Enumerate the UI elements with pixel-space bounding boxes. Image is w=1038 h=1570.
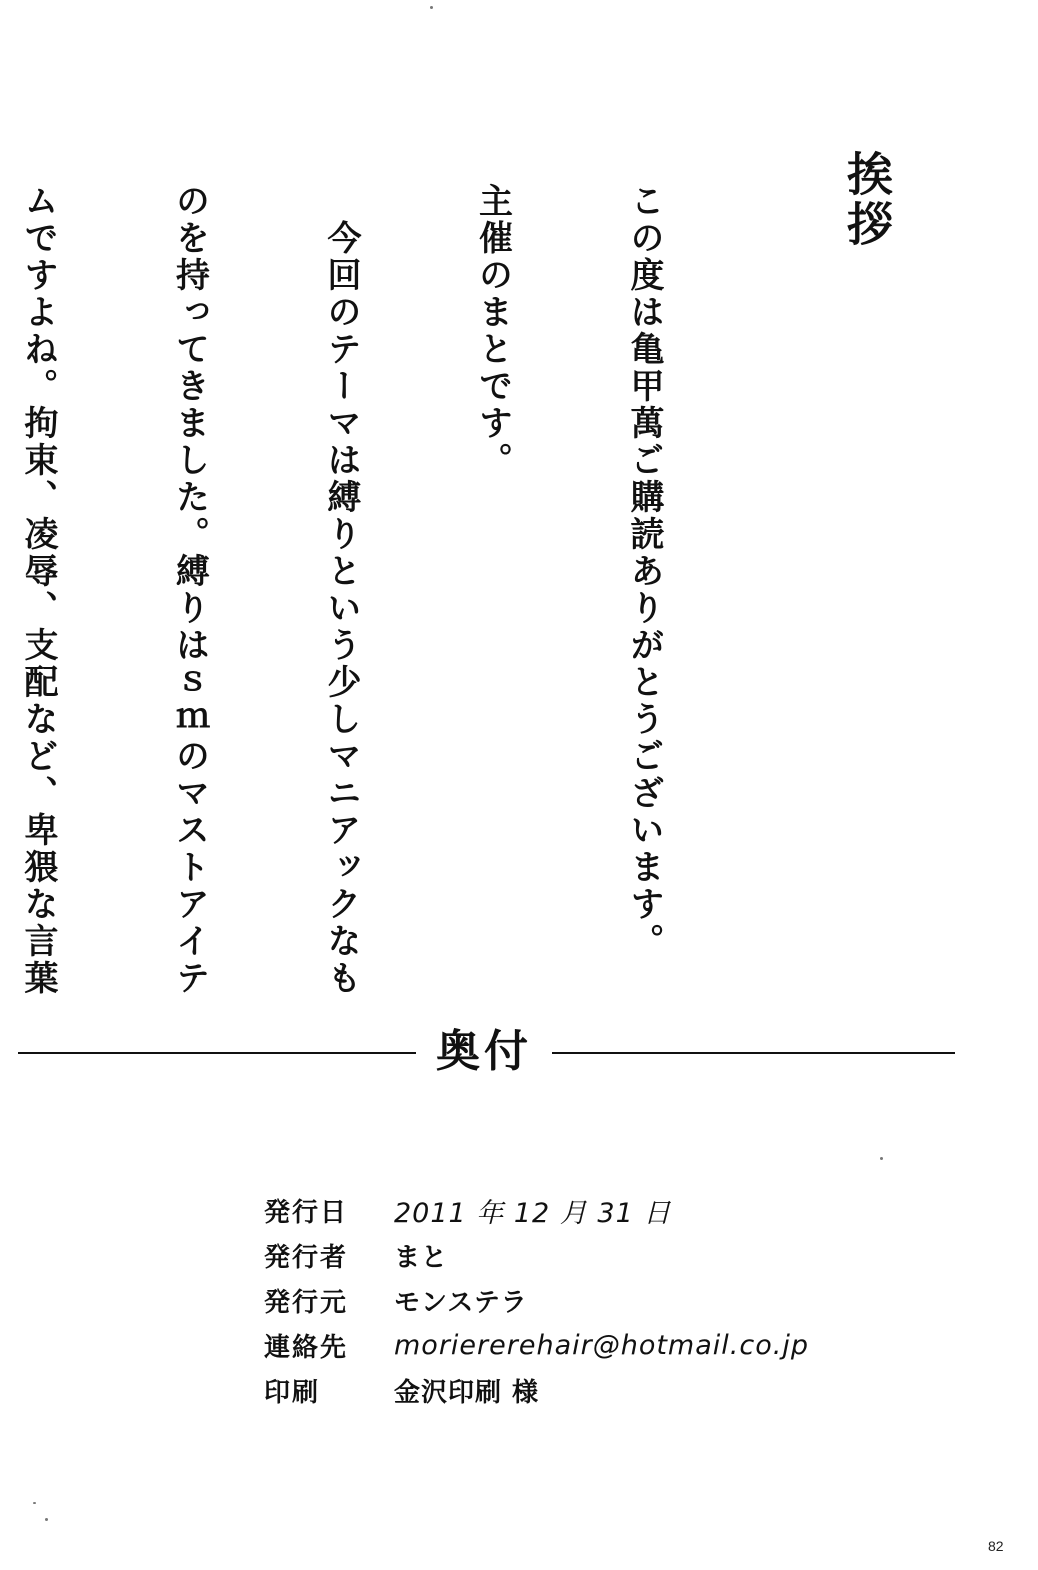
colophon-row-publishing-circle	[264, 1278, 824, 1323]
scan-speck	[430, 6, 433, 9]
colophon-divider-left	[18, 1052, 416, 1054]
greeting-line: ムですよね。拘束、凌辱、支配など、卑猥な言葉	[18, 183, 58, 997]
colophon-row-publish-date	[264, 1188, 824, 1233]
page-number: 82	[988, 1538, 1004, 1554]
colophon-label: 発行日	[264, 1198, 349, 1228]
publish-date-value: 2011 年 12 月 31 日	[394, 1198, 672, 1229]
colophon-label: 連絡先	[264, 1333, 349, 1363]
colophon-table	[264, 1188, 824, 1413]
scan-speck	[45, 1518, 48, 1521]
colophon-label: 発行者	[264, 1243, 349, 1273]
greeting-line: のを持ってきました。縛りはｓｍのマストアイテ	[169, 183, 210, 997]
printer-value: 金沢印刷 様	[394, 1378, 540, 1408]
publishing-circle-value: モンステラ	[394, 1288, 528, 1318]
colophon-divider-right	[552, 1052, 955, 1054]
scan-speck	[33, 1502, 36, 1504]
colophon-label: 発行元	[264, 1288, 349, 1318]
greeting-heading: 挨拶	[840, 150, 894, 250]
greeting-body	[18, 183, 770, 997]
scan-speck	[880, 1157, 883, 1160]
greeting-line: この度は亀甲萬ご購読ありがとうございます。	[624, 183, 664, 960]
publisher-value: まと	[394, 1243, 449, 1273]
greeting-line: 主催のまとです。	[472, 183, 513, 479]
colophon-label: 印刷	[264, 1378, 321, 1408]
colophon-row-contact	[264, 1323, 824, 1368]
colophon-row-publisher	[264, 1233, 824, 1278]
contact-email-value: moriererehair@hotmail.co.jp	[394, 1330, 809, 1361]
greeting-line: 今回のテーマは縛りという少しマニアックなも	[321, 183, 361, 997]
colophon-row-printer	[264, 1368, 824, 1413]
colophon-title: 奥付	[436, 1026, 532, 1077]
